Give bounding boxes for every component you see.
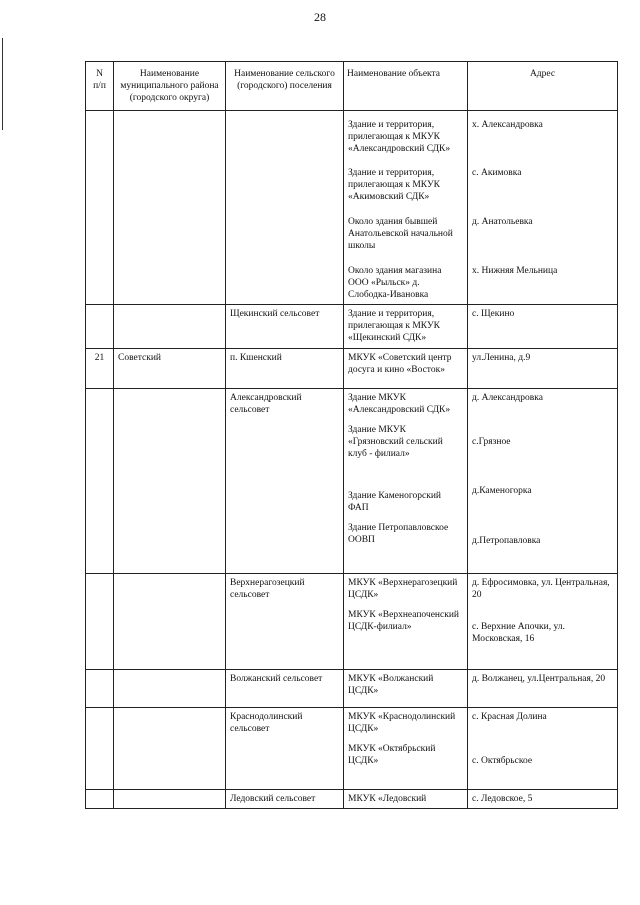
object-cell: Здание Петропавловское ООВП: [348, 523, 449, 545]
header-row: [86, 62, 618, 111]
margin-line: [2, 38, 3, 130]
settlement-cell: Верхнерагозецкий сельсовет: [226, 574, 344, 670]
object-cell: Здание и территория, прилегающая к МКУК «Щекинский СДК»: [344, 305, 468, 349]
address-cell: д. Александровка: [472, 393, 543, 403]
number-cell: 21: [86, 349, 114, 389]
settlement-cell: Александровский сельсовет: [226, 389, 344, 574]
object-cell: Здание и территория, прилегающая к МКУК «Александровский СДК»: [348, 120, 451, 154]
object-cell: МКУК «Верхнеапоченский ЦСДК-филиал»: [348, 610, 460, 632]
address-cell: с. Октябрьское: [472, 756, 533, 766]
settlement-cell: Ледовский сельсовет: [226, 790, 344, 809]
page-number: 28: [314, 10, 326, 24]
object-cell: МКУК «Краснодолинский ЦСДК»: [348, 712, 456, 734]
header-num: N п/п: [86, 62, 114, 111]
object-cell: Здание МКУК «Александровский СДК»: [348, 393, 451, 415]
address-cell: с. Щекино: [468, 305, 618, 349]
address-cell: д. Волжанец, ул.Центральная, 20: [468, 670, 618, 708]
object-cell: МКУК «Советский центр досуга и кино «Восток»: [344, 349, 468, 389]
address-cell: ул.Ленина, д.9: [468, 349, 618, 389]
table-row: [86, 389, 618, 574]
table-row: [86, 349, 618, 389]
address-cell: д.Каменогорка: [472, 486, 532, 496]
header-object: Наименование объекта: [344, 62, 468, 111]
object-cell: Около здания бывшей Анатольевской начальной школы: [348, 217, 453, 251]
header-district: Наименование муниципального района (городского округа): [114, 62, 226, 111]
table-row: [86, 790, 618, 809]
settlement-cell: Волжанский сельсовет: [226, 670, 344, 708]
address-cell: д.Петропавловка: [472, 536, 541, 546]
address-cell: с. Красная Долина: [472, 712, 547, 722]
table-row: [86, 305, 618, 349]
settlement-cell: Краснодолинский сельсовет: [226, 708, 344, 790]
address-cell: с. Верхние Апочки, ул. Московская, 16: [472, 622, 565, 644]
object-cell: Около здания магазина ООО «Рыльск» д. Слободка-Ивановка: [348, 266, 442, 300]
object-cell: МКУК «Ледовский: [344, 790, 468, 809]
objects-table: [85, 61, 618, 809]
header-address: Адрес: [468, 62, 618, 111]
object-cell: МКУК «Октябрьский ЦСДК»: [348, 744, 436, 766]
object-cell: Здание и территория, прилегающая к МКУК «Акимовский СДК»: [348, 168, 441, 202]
object-cell: Здание МКУК «Грязновский сельский клуб - филиал»: [348, 425, 443, 459]
settlement-cell: п. Кшенский: [226, 349, 344, 389]
object-cell: МКУК «Волжанский ЦСДК»: [344, 670, 468, 708]
settlement-cell: Щекинский сельсовет: [226, 305, 344, 349]
address-cell: с. Акимовка: [472, 168, 522, 178]
table-row: [86, 708, 618, 790]
address-cell: х. Александровка: [472, 120, 543, 130]
address-cell: д. Ефросимовка, ул. Центральная, 20: [472, 578, 610, 600]
address-cell: с.Грязное: [472, 437, 511, 447]
address-cell: х. Нижняя Мельница: [472, 266, 558, 276]
header-settlement: Наименование сельского (городского) поселения: [226, 62, 344, 111]
table-row: [86, 670, 618, 708]
district-cell: Советский: [114, 349, 226, 389]
table-row: [86, 111, 618, 305]
object-cell: МКУК «Верхнерагозецкий ЦСДК»: [348, 578, 458, 600]
address-cell: с. Ледовское, 5: [468, 790, 618, 809]
address-cell: д. Анатольевка: [472, 217, 533, 227]
table-row: [86, 574, 618, 670]
object-cell: Здание Каменогорский ФАП: [348, 491, 441, 513]
